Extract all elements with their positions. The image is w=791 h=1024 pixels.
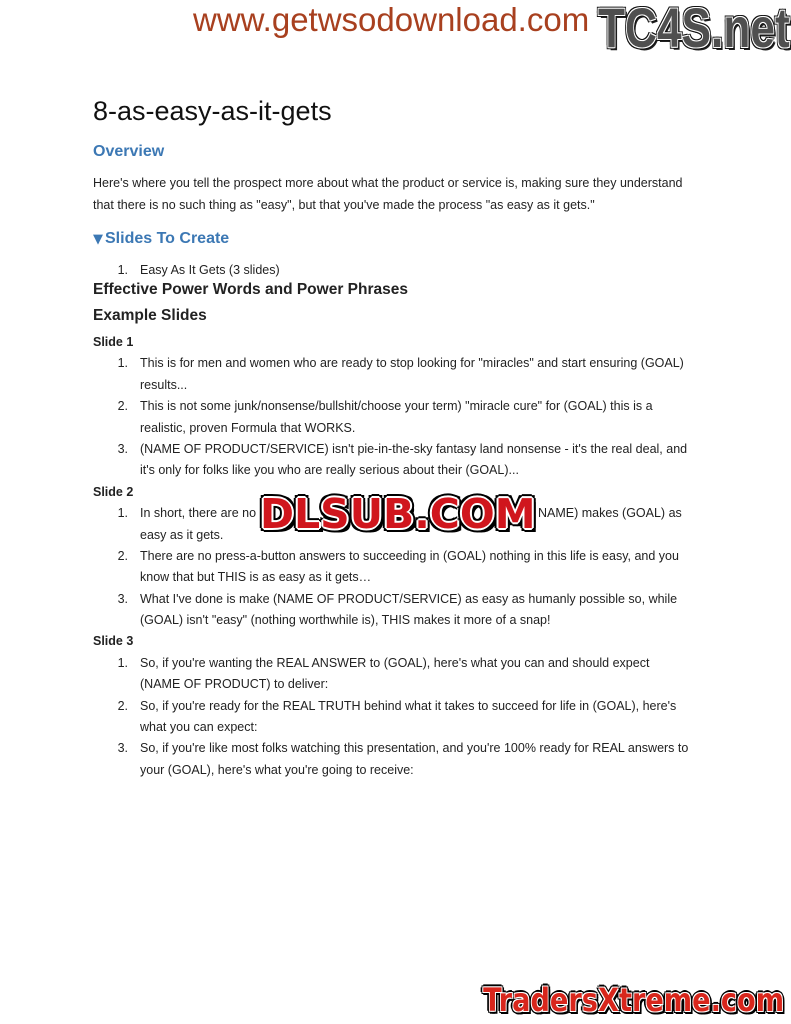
list-number: 3. — [117, 591, 128, 606]
slides-to-create-heading — [93, 229, 229, 250]
list-item-line: realistic, proven Formula that WORKS. — [140, 420, 356, 435]
paragraph-line: that there is no such thing as "easy", but that you've made the process "as easy as it gets." — [93, 198, 595, 212]
list-item — [93, 353, 743, 396]
slide-label: Slide 2 — [93, 484, 134, 499]
list-item-line: What I've done is make (NAME OF PRODUCT/SERVICE) as easy as humanly possible so, while — [140, 591, 678, 606]
list-item-line: This is not some junk/nonsense/bullshit/choose your term) "miracle cure" for (GOAL) this is a — [140, 399, 653, 414]
example-slides-heading: Example Slides — [93, 307, 207, 324]
list-item — [93, 696, 743, 739]
list-number: 2. — [117, 698, 128, 713]
list-number: 1. — [117, 506, 128, 521]
slides-to-create-label: Slides To Create — [105, 230, 230, 247]
toggle-triangle-icon: ▼ — [93, 232, 103, 247]
site-logo-watermark: TC4S.net — [598, 0, 790, 59]
list-item-text-end: NAME) makes (GOAL) as — [538, 506, 682, 521]
list-item-line: There are no press-a-button answers to succeeding in (GOAL) nothing in this life is easy, and you — [140, 548, 679, 563]
list-number: 2. — [117, 399, 128, 414]
list-item-line: know that but THIS is as easy as it gets… — [140, 570, 372, 585]
list-item — [93, 439, 743, 482]
list-item-line: So, if you're ready for the REAL TRUTH behind what it takes to succeed for life in (GOAL), here's — [140, 698, 677, 713]
footer-stamp-watermark: TradersXtreme.com — [483, 981, 784, 1019]
list-item-line: (NAME OF PRODUCT) to deliver: — [140, 677, 329, 692]
list-item — [93, 653, 743, 696]
list-item — [93, 260, 743, 280]
list-item-text-start: In short, there are no — [140, 506, 257, 521]
list-number: 3. — [117, 441, 128, 456]
list-item-line: (GOAL) isn't "easy" (nothing worthwhile is), THIS makes it more of a snap! — [140, 613, 551, 628]
list-number: 1. — [117, 263, 128, 277]
list-number: 3. — [117, 741, 128, 756]
list-number: 1. — [117, 655, 128, 670]
list-item-line: So, if you're wanting the REAL ANSWER to (GOAL), here's what you can and should expect — [140, 655, 650, 670]
slides-to-create-list — [93, 260, 743, 280]
list-item-line: So, if you're like most folks watching this presentation, and you're 100% ready for REAL answers to — [140, 741, 689, 756]
list-item-line: This is for men and women who are ready to stop looking for "miracles" and start ensuring (GOAL) — [140, 356, 684, 371]
slide-label: Slide 1 — [93, 335, 134, 349]
list-item-line: what you can expect: — [140, 720, 258, 735]
list-item — [93, 546, 743, 589]
list-number: 2. — [117, 548, 128, 563]
page-title: 8-as-easy-as-it-gets — [93, 96, 332, 126]
list-item — [93, 738, 743, 781]
slide-label: Slide 3 — [93, 634, 134, 649]
power-words-heading: Effective Power Words and Power Phrases — [93, 281, 408, 298]
center-stamp-watermark: DLSUB.COM — [260, 490, 536, 538]
list-item-line: it's only for folks like you who are really serious about their (GOAL)... — [140, 463, 519, 478]
list-item-line: results... — [140, 377, 188, 392]
paragraph-line: Here's where you tell the prospect more about what the product or service is, making sure they understand — [93, 176, 683, 190]
list-item-line: your (GOAL), here's what you're going to receive: — [140, 762, 414, 777]
list-item-line: easy as it gets. — [140, 527, 224, 542]
overview-heading: Overview — [93, 143, 165, 160]
list-number: 1. — [117, 356, 128, 371]
list-item — [93, 396, 743, 439]
list-item-line: Easy As It Gets (3 slides) — [140, 263, 280, 277]
site-url-watermark: www.getwsodownload.com — [193, 1, 590, 38]
example-slides-list — [93, 332, 743, 781]
overview-paragraph — [93, 172, 683, 216]
list-item-line: (NAME OF PRODUCT/SERVICE) isn't pie-in-the-sky fantasy land nonsense - it's the real deal, and — [140, 441, 688, 456]
list-item — [93, 589, 743, 632]
